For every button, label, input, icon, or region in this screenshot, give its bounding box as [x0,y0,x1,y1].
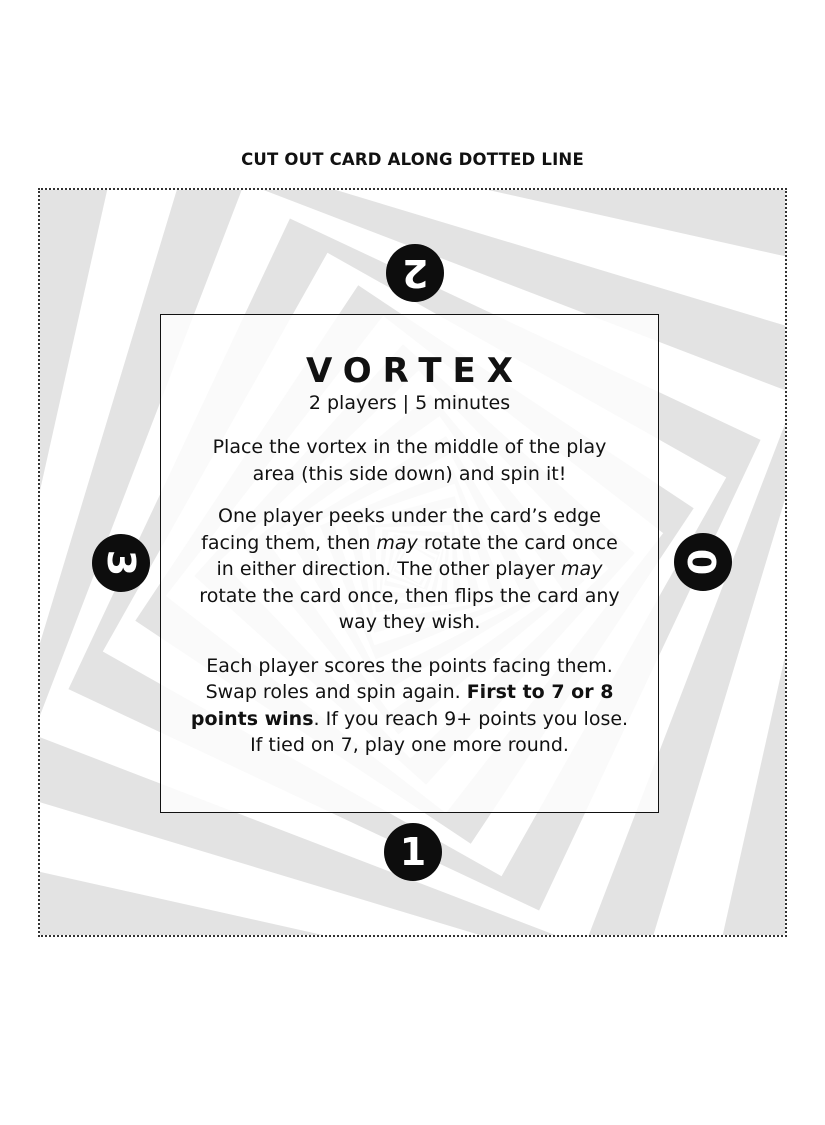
game-title: VORTEX [306,351,524,391]
rules-turn: One player peeks under the card’s edge facing them, then may rotate the card once in either direction. The other player may rotate the card once, then flips the card any way they wish. [199,505,620,633]
rules-panel [160,314,659,813]
score-badge-left: 3 [92,534,150,592]
game-meta: 2 players | 5 minutes [308,392,511,414]
score-badge-top: 2 [386,244,444,302]
rules-scoring: Each player scores the points facing them. Swap roles and spin again. First to 7 or 8 points wins. If you reach 9+ points you lose. If tied on 7, play one more round. [190,654,629,756]
vortex-card [38,188,787,937]
score-badge-bottom: 1 [384,823,442,881]
score-badge-right: 0 [674,533,732,591]
rules-setup: Place the vortex in the middle of the play area (this side down) and spin it! [212,436,607,485]
cut-out-instruction: CUT OUT CARD ALONG DOTTED LINE [241,150,584,169]
